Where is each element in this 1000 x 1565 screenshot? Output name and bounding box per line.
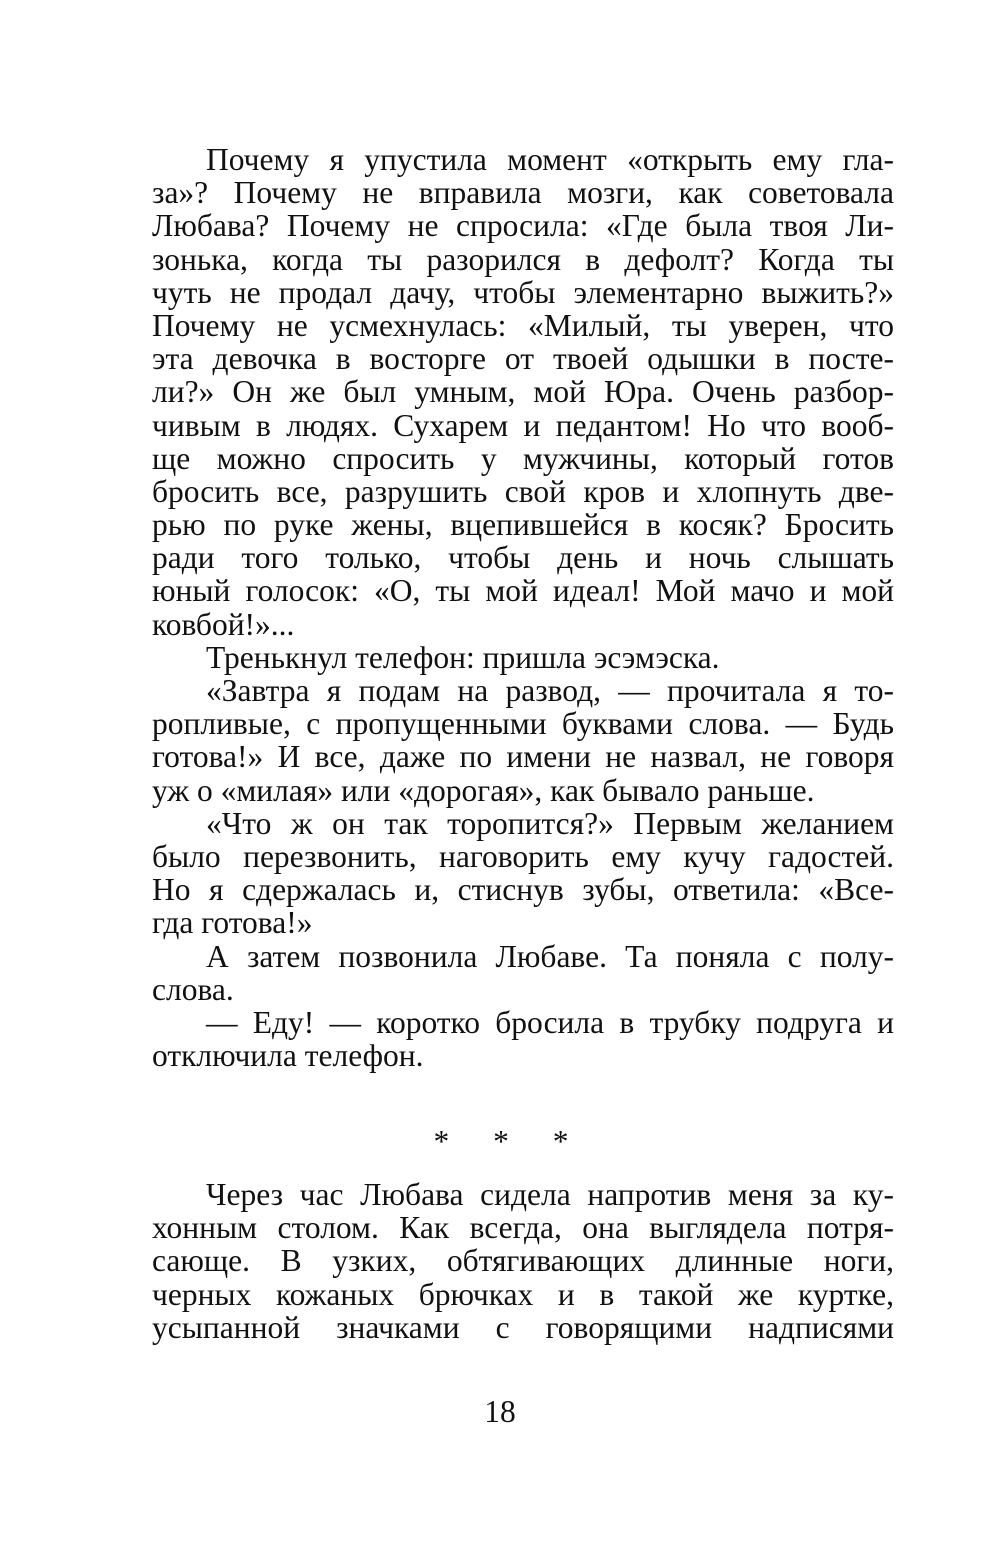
text-line: чуть не продал дачу, чтобы элементарно выжить?» bbox=[152, 274, 894, 310]
text-line: было перезвонить, наговорить ему кучу гадостей. bbox=[152, 838, 894, 874]
text-line: черных кожаных брючках и в такой же куртке, bbox=[152, 1276, 894, 1312]
paragraph-5 bbox=[152, 940, 894, 1006]
page-number: 18 bbox=[484, 1394, 516, 1429]
text-line: ще можно спросить у мужчины, который готов bbox=[152, 440, 894, 476]
text-line: Но я сдержалась и, стиснув зубы, ответила: «Все- bbox=[152, 872, 894, 908]
text-line: сающе. В узких, обтягивающих длинные ноги, bbox=[152, 1243, 894, 1279]
text-line: «Завтра я подам на развод, — прочитала я то- bbox=[206, 673, 894, 708]
text-line: Почему я упустила момент «открыть ему гла- bbox=[206, 142, 894, 177]
section-separator: * * * bbox=[433, 1124, 587, 1159]
text-line: слова. bbox=[152, 971, 234, 1007]
text-line: Любава? Почему не спросила: «Где была твоя Ли- bbox=[152, 208, 894, 244]
paragraph-1 bbox=[152, 143, 894, 641]
text-line: ковбой!»... bbox=[152, 606, 295, 642]
text-line: усыпанной значками с говорящими надписями bbox=[152, 1309, 894, 1345]
paragraph-6 bbox=[152, 1006, 894, 1072]
text-line: — Еду! — коротко бросила в трубку подруга и bbox=[206, 1004, 894, 1040]
text-line: эта девочка в восторге от твоей одышки в посте- bbox=[152, 341, 894, 377]
paragraph-7 bbox=[152, 1178, 894, 1344]
text-line: Тренькнул телефон: пришла эсэмэска. bbox=[206, 639, 720, 675]
text-line: А затем позвонила Любаве. Та поняла с полу- bbox=[206, 938, 894, 974]
main-text-section-1 bbox=[152, 143, 894, 1072]
text-line: бросить все, разрушить свой кров и хлопнуть две- bbox=[152, 473, 894, 509]
text-line: готова!» И все, даже по имени не назвал, не говоря bbox=[152, 739, 894, 775]
text-line: за»? Почему не вправила мозги, как советовала bbox=[152, 175, 894, 211]
text-line: хонным столом. Как всегда, она выглядела потря- bbox=[152, 1210, 894, 1246]
paragraph-4 bbox=[152, 807, 894, 940]
text-line: ради того только, чтобы день и ночь слышать bbox=[152, 540, 894, 576]
text-line: чивым в людях. Сухарем и педантом! Но что вооб- bbox=[152, 407, 894, 443]
paragraph-3 bbox=[152, 674, 894, 807]
text-line: Через час Любава сидела напротив меня за ку- bbox=[206, 1177, 894, 1212]
text-line: юный голосок: «О, ты мой идеал! Мой мачо и мой bbox=[152, 573, 894, 609]
text-line: уж о «милая» или «дорогая», как бывало раньше. bbox=[152, 772, 815, 808]
text-line: «Что ж он так торопится?» Первым желанием bbox=[206, 805, 894, 841]
text-line: ли?» Он же был умным, мой Юра. Очень разбор- bbox=[152, 374, 894, 410]
text-line: Почему не усмехнулась: «Милый, ты уверен, что bbox=[152, 307, 894, 343]
text-line: ропливые, с пропущенными буквами слова. — Будь bbox=[152, 706, 894, 742]
paragraph-2 bbox=[152, 641, 894, 674]
text-line: рью по руке жены, вцепившейся в косяк? Бросить bbox=[152, 507, 894, 543]
text-line: зонька, когда ты разорился в дефолт? Когда ты bbox=[152, 241, 894, 277]
text-line: отключила телефон. bbox=[152, 1038, 424, 1074]
main-text-section-2 bbox=[152, 1178, 894, 1344]
text-line: гда готова!» bbox=[152, 905, 313, 941]
